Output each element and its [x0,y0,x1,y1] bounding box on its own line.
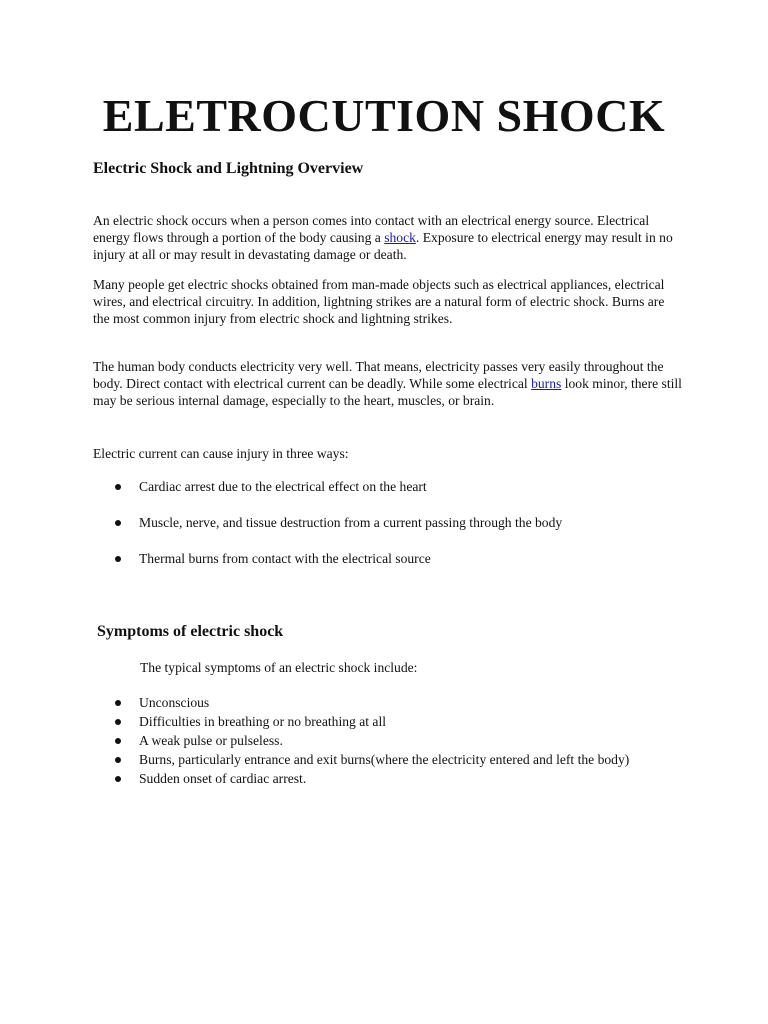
bullet-icon [115,757,121,763]
paragraph-conduction [93,358,683,409]
bullet-icon [115,719,121,725]
list-item-text: Cardiac arrest due to the electrical effect on the heart [139,479,427,494]
paragraph-injury-ways: Electric current can cause injury in three ways: [93,446,349,461]
list-item [93,732,683,749]
paragraph-text: . Exposure to electrical energy may result in no injury at all or may result in devastating damage or death. [93,230,673,262]
shock-link[interactable]: shock [384,230,416,245]
list-item [93,478,683,495]
list-item-text: Thermal burns from contact with the electrical source [139,551,431,566]
bullet-icon [115,484,121,490]
paragraph-intro [93,212,683,263]
paragraph-symptoms-intro: The typical symptoms of an electric shock include: [140,660,418,675]
list-item [93,751,683,768]
section-heading-overview: Electric Shock and Lightning Overview [93,160,364,177]
document-title: ELETROCUTION SHOCK [102,90,666,141]
burns-link[interactable]: burns [531,376,562,391]
list-item-text: Muscle, nerve, and tissue destruction from a current passing through the body [139,515,563,530]
list-item [93,550,683,567]
list-item-text: Sudden onset of cardiac arrest. [139,771,307,786]
list-item [93,694,683,711]
injury-ways-list [93,478,683,586]
list-item [93,514,683,531]
list-item-text: Burns, particularly entrance and exit burns(where the electricity entered and left the body) [139,752,630,767]
paragraph-causes: Many people get electric shocks obtained from man-made objects such as electrical appliances, electrical wires, and electrical circuitry. In addition, lightning strikes are a natural form of electric shock. Burns are the most common injury from electric shock and lightning strikes. [93,277,665,326]
bullet-icon [115,556,121,562]
list-item-text: Difficulties in breathing or no breathing at all [139,714,387,729]
bullet-icon [115,738,121,744]
list-item [93,770,683,787]
section-heading-symptoms: Symptoms of electric shock [97,623,284,640]
list-item [93,713,683,730]
symptoms-list [93,694,683,789]
paragraph-text: look minor, there still may be serious internal damage, especially to the heart, muscles, or brain. [93,376,682,408]
paragraph-text: An electric shock occurs when a person comes into contact with an electrical energy source. Electrical energy flows through a portion of the body causing a [93,213,650,245]
list-item-text: Unconscious [139,695,210,710]
bullet-icon [115,700,121,706]
list-item-text: A weak pulse or pulseless. [139,733,283,748]
bullet-icon [115,520,121,526]
bullet-icon [115,776,121,782]
paragraph-text: The human body conducts electricity very well. That means, electricity passes very easily throughout the body. Direct contact with electrical current can be deadly. While some electrical [93,359,664,391]
